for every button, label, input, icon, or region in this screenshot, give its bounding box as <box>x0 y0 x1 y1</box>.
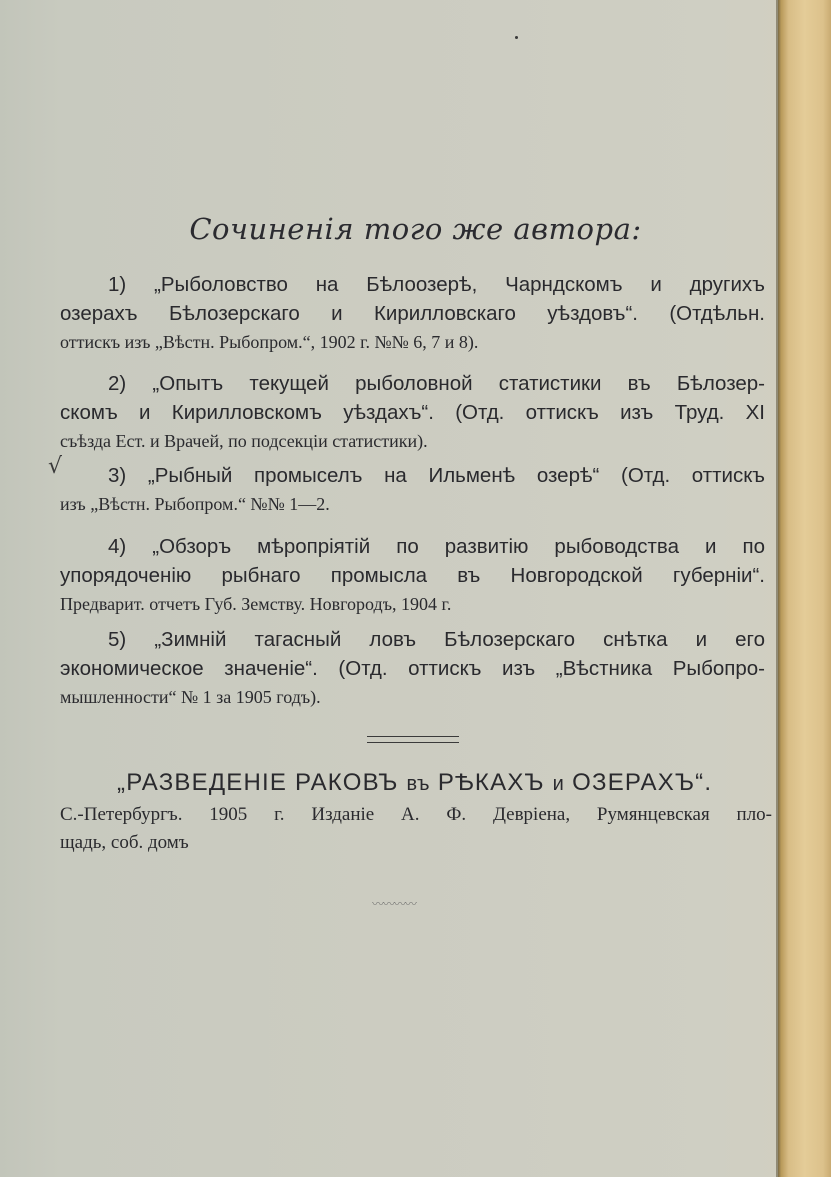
work-number: 4) <box>108 535 127 558</box>
work-item-4 <box>60 532 765 619</box>
featured-book <box>60 766 772 857</box>
book-title-part: въ <box>406 773 430 795</box>
work-number: 5) <box>108 628 127 651</box>
book-title-part: и <box>552 773 565 795</box>
margin-check-mark: √ <box>48 454 63 479</box>
work-line <box>60 532 765 561</box>
work-text: „Зимній тагасный ловъ Бѣлозерскаго снѣтка и его <box>154 628 765 651</box>
book-title-part: ОЗЕРАХЪ“. <box>572 769 713 796</box>
work-line: Предварит. отчетъ Губ. Земству. Новгородъ, 1904 г. <box>60 594 452 614</box>
work-number: 3) <box>108 464 127 487</box>
work-line: упорядоченію рыбнаго промысла въ Новгородской губерніи“. <box>60 564 765 587</box>
book-title <box>60 766 772 801</box>
work-item-1 <box>60 270 765 357</box>
work-line: озерахъ Бѣлозерскаго и Кирилловскаго уѣздовъ“. (Отдѣльн. <box>60 302 765 325</box>
page-heading: Сочиненія того же автора: <box>189 212 642 246</box>
work-number: 1) <box>108 273 127 296</box>
double-rule-divider <box>367 736 459 743</box>
work-line: экономическое значеніе“. (Отд. оттискъ изъ „Вѣстника Рыбопро- <box>60 657 765 680</box>
wavy-ornament: 〰〰〰〰 <box>372 897 417 911</box>
work-line <box>60 625 765 654</box>
work-line: оттискъ изъ „Вѣстн. Рыбопром.“, 1902 г. №№ 6, 7 и 8). <box>60 332 479 352</box>
work-line <box>60 270 765 299</box>
book-title-part: РѢКАХЪ <box>437 769 545 796</box>
work-item-3 <box>60 461 765 519</box>
work-line: изъ „Вѣстн. Рыбопром.“ №№ 1—2. <box>60 494 330 514</box>
work-item-2 <box>60 369 765 456</box>
book-imprint-line: С.-Петербургъ. 1905 г. Изданіе А. Ф. Девріена, Румянцевская пло- <box>60 804 772 825</box>
work-text: „Рыболовство на Бѣлоозерѣ, Чарндскомъ и другихъ <box>154 273 765 296</box>
work-line <box>60 369 765 398</box>
work-line: съѣзда Ест. и Врачей, по подсекціи статистики). <box>60 431 428 451</box>
book-imprint-line: щадь, соб. домъ <box>60 832 189 853</box>
book-spine <box>778 0 831 1177</box>
work-line: скомъ и Кирилловскомъ уѣздахъ“. (Отд. оттискъ изъ Труд. XI <box>60 401 765 424</box>
work-number: 2) <box>108 372 127 395</box>
work-line <box>60 461 765 490</box>
work-item-5 <box>60 625 765 712</box>
work-text: „Рыбный промыселъ на Ильменѣ озерѣ“ (Отд. оттискъ <box>147 464 765 487</box>
work-line: мышленности“ № 1 за 1905 годъ). <box>60 687 321 707</box>
work-text: „Обзоръ мѣропріятій по развитію рыбоводства и по <box>152 535 765 558</box>
work-text: „Опытъ текущей рыболовной статистики въ Бѣлозер- <box>152 372 765 395</box>
book-title-part: „РАЗВЕДЕНІЕ РАКОВЪ <box>117 769 399 796</box>
paper-speck <box>515 36 518 39</box>
